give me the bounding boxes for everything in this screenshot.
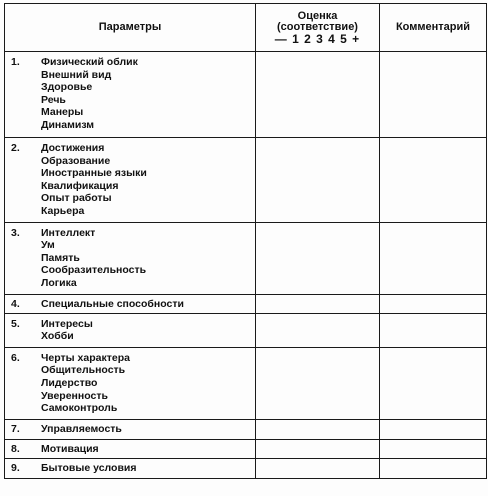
param-item: Логика (41, 276, 77, 289)
param-items (41, 227, 255, 290)
param-item: Память (41, 251, 80, 264)
param-cell (5, 294, 256, 313)
rating-cell[interactable] (256, 222, 380, 294)
comment-cell[interactable] (380, 52, 487, 138)
comment-cell[interactable] (380, 138, 487, 223)
comment-cell[interactable] (380, 419, 487, 439)
row-number: 6. (11, 351, 20, 364)
param-items (41, 462, 255, 475)
comment-cell[interactable] (380, 294, 487, 313)
table-row (5, 439, 487, 458)
rating-cell[interactable] (256, 138, 380, 223)
param-item: Сообразительность (41, 264, 147, 277)
table-row (5, 222, 487, 294)
param-item: Квалификация (41, 179, 119, 192)
table-row (5, 347, 487, 419)
rating-cell[interactable] (256, 439, 380, 458)
comment-cell[interactable] (380, 222, 487, 294)
param-item: Ум (41, 239, 55, 252)
param-item: Карьера (41, 204, 85, 217)
table-row (5, 52, 487, 138)
param-category: Черты характера (41, 351, 130, 364)
rating-cell[interactable] (256, 313, 380, 347)
param-items (41, 56, 255, 132)
param-cell (5, 138, 256, 223)
rating-header-title: Оценка (297, 9, 338, 22)
param-item: Здоровье (41, 81, 93, 94)
param-item: Общительность (41, 364, 126, 377)
rating-cell[interactable] (256, 419, 380, 439)
param-category: Интересы (41, 317, 93, 330)
param-item: Иностранные языки (41, 167, 147, 180)
param-category: Интеллект (41, 226, 96, 239)
param-items (41, 318, 255, 343)
row-number: 5. (11, 317, 20, 330)
row-number: 3. (11, 226, 20, 239)
row-number: 4. (11, 297, 20, 310)
table-row (5, 138, 487, 223)
table-row (5, 458, 487, 478)
param-category: Физический облик (41, 56, 138, 68)
evaluation-table (4, 3, 487, 479)
row-number: 1. (11, 56, 20, 68)
param-item: Внешний вид (41, 68, 112, 81)
comment-cell[interactable] (380, 439, 487, 458)
param-item: Хобби (41, 330, 74, 343)
rating-cell[interactable] (256, 294, 380, 313)
rating-cell[interactable] (256, 347, 380, 419)
param-category: Управляемость (41, 422, 122, 435)
param-item: Динамизм (41, 118, 95, 131)
param-items (41, 142, 255, 218)
param-item: Образование (41, 154, 111, 167)
param-item: Уверенность (41, 389, 108, 402)
table-row (5, 313, 487, 347)
param-items (41, 443, 255, 456)
row-number: 8. (11, 442, 20, 455)
comment-cell[interactable] (380, 458, 487, 478)
param-item: Самоконтроль (41, 402, 118, 415)
param-category: Достижения (41, 142, 105, 154)
table-row (5, 419, 487, 439)
param-items (41, 298, 255, 311)
param-category: Бытовые условия (41, 461, 137, 474)
param-item: Речь (41, 93, 66, 106)
row-number: 9. (11, 461, 20, 474)
table-row (5, 294, 487, 313)
rating-header (256, 4, 380, 52)
row-number: 2. (11, 142, 20, 154)
param-category: Мотивация (41, 442, 99, 455)
param-cell (5, 458, 256, 478)
param-item: Лидерство (41, 376, 98, 389)
param-cell (5, 222, 256, 294)
param-cell (5, 52, 256, 138)
param-cell (5, 439, 256, 458)
rating-cell[interactable] (256, 458, 380, 478)
param-cell (5, 347, 256, 419)
comment-header: Комментарий (380, 4, 487, 52)
param-category: Специальные способности (41, 297, 184, 310)
rating-cell[interactable] (256, 52, 380, 138)
header-row (5, 4, 487, 52)
comment-cell[interactable] (380, 347, 487, 419)
comment-cell[interactable] (380, 313, 487, 347)
param-cell (5, 419, 256, 439)
params-header: Параметры (5, 4, 256, 52)
param-cell (5, 313, 256, 347)
param-item: Опыт работы (41, 192, 112, 205)
rating-scale: — 1 2 3 4 5 + (274, 31, 361, 46)
param-items (41, 352, 255, 415)
param-items (41, 423, 255, 436)
param-item: Манеры (41, 106, 84, 119)
row-number: 7. (11, 422, 20, 435)
rating-header-subtitle: (соответствие) (277, 20, 358, 33)
